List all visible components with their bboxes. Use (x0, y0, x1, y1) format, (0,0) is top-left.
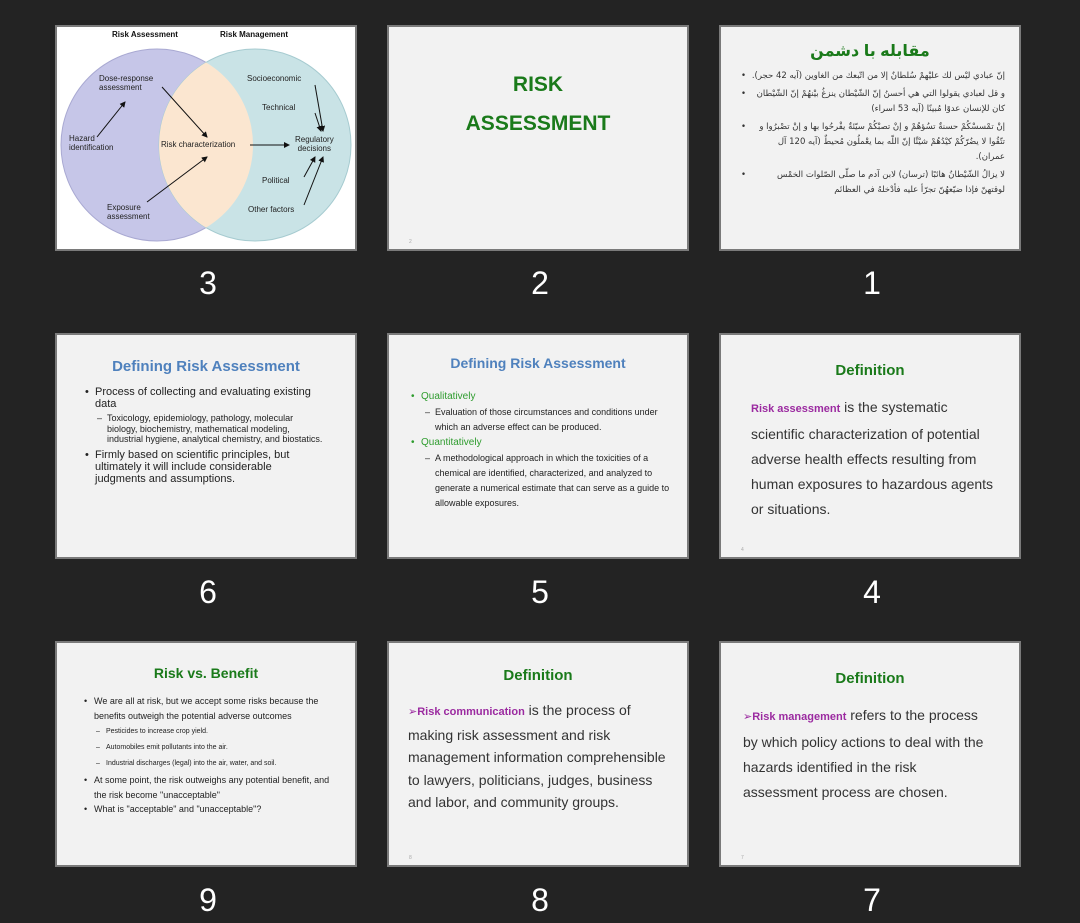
slide-page-number: 2 (409, 239, 412, 245)
slide-number: 5 (531, 574, 549, 610)
list-item: • Firmly based on scientific principles, but ultimately it will include considerable judgments and assumptions. (95, 449, 325, 485)
definition-text: ➢Risk management refers to the process by which policy actions to deal with the hazards identified in the risk assessment process are chosen. (743, 707, 984, 800)
list-item: • We are all at risk, but we accept some risks because the benefits outweigh the potential adverse outcomes (94, 694, 335, 723)
venn-risk-characterization-label: Risk characterization (161, 140, 236, 149)
definition-text: Risk assessment is the systematic scientific characterization of potential adverse health effects resulting from human exposures to hazardous agents or situations. (751, 399, 994, 517)
list-item: – Pesticides to increase crop yield. (106, 724, 335, 740)
venn-hazard-label: Hazard identification (69, 134, 114, 152)
slide-title: Definition (503, 667, 573, 684)
slide-page-number: 8 (409, 855, 412, 861)
list-item: – Industrial discharges (legal) into the air, water, and soil. (106, 756, 335, 772)
slide-page-number: 7 (741, 855, 744, 861)
list-item: • Quantitatively (421, 437, 673, 449)
slide-number: 9 (199, 882, 217, 918)
slide-number: 2 (531, 265, 549, 301)
definition-term: Risk management (752, 711, 847, 723)
venn-risk-assessment-label: Risk Assessment (112, 30, 178, 39)
slide-thumbnail-1[interactable] (719, 25, 1021, 251)
slide-thumbnail-5[interactable] (387, 333, 689, 559)
list-item: – A methodological approach in which the toxicities of a chemical are identified, characterized, and analyzed to generate a numerical estimate that can serve as a guide to allowable exposures. (435, 451, 673, 511)
slide-number: 6 (199, 574, 217, 610)
venn-exposure-label: Exposure assessment (107, 203, 150, 221)
slide-number: 4 (863, 574, 881, 610)
list-item: • إنّ عبادي ليْس لك عليْهمْ سُلطانٌ إلا من اتّبعك من الغاوين (آيه 42 حجر). (751, 69, 1005, 84)
slide-body (94, 694, 335, 817)
list-item: – Evaluation of those circumstances and conditions under which an adverse effect can be produced. (435, 405, 673, 435)
definition-text: ➢Risk communication is the process of making risk assessment and risk management information comprehensible to lawyers, politicians, judges, business and labor, and community groups. (408, 702, 666, 810)
slide-page-number: 4 (741, 547, 744, 553)
slide-title-line1: RISK (512, 73, 564, 96)
slide-thumbnail-9[interactable] (55, 641, 357, 867)
slide-thumbnail-3[interactable] (55, 25, 357, 251)
slide-thumbnail-6[interactable] (55, 333, 357, 559)
list-item: – Toxicology, epidemiology, pathology, molecular biology, biochemistry, mathematical modeling, industrial hygiene, analytical chemistry, and biostatics. (107, 413, 325, 445)
list-item: • Qualitatively (421, 391, 673, 403)
list-item: • لا يزالُ الشّيْطانُ هائبًا (ترسان) لابن آدم ما صلّى الصّلوات الخمْس لوقتهنّ فإذا ضيّعهُنّ تجرّأ عليه فأدْخلهُ في العظائم (751, 168, 1005, 198)
slide-thumbnail-2[interactable] (387, 25, 689, 251)
list-item: • At some point, the risk outweighs any potential benefit, and the risk become "unacceptable" (94, 773, 335, 802)
slide-title: Definition (835, 362, 905, 379)
slide-number: 8 (531, 882, 549, 918)
arrow-bullet-icon: ➢ (743, 711, 753, 723)
slide-title: Risk vs. Benefit (153, 665, 259, 681)
slide-title-line2: ASSESSMENT (465, 112, 611, 135)
slide-title: Defining Risk Assessment (112, 358, 300, 375)
slide-number: 1 (863, 265, 881, 301)
list-item: • و قل لعبادي يقولوا التي هي أحسنُ إنّ الشّيْطان ينزغُ بيْنهُمْ إنّ الشّيْطان كان للإنسان عدوًا مُبينًا (آيه 53 اسراء) (751, 87, 1005, 117)
slide-title: مقابله با دشمن (810, 43, 930, 60)
venn-dose-response-label: Dose-response assessment (99, 74, 154, 92)
venn-political-label: Political (262, 176, 290, 185)
venn-risk-management-label: Risk Management (220, 30, 289, 39)
definition-term: Risk assessment (751, 403, 841, 415)
slide-thumbnail-7[interactable] (719, 641, 1021, 867)
slide-number: 7 (863, 882, 881, 918)
venn-technical-label: Technical (262, 103, 296, 112)
slide-number: 3 (199, 265, 217, 301)
slide-title: Defining Risk Assessment (450, 355, 626, 371)
slide-title: Definition (835, 670, 905, 687)
venn-other-factors-label: Other factors (248, 205, 295, 214)
venn-socioeconomic-label: Socioeconomic (247, 74, 302, 83)
list-item: – Automobiles emit pollutants into the air. (106, 740, 335, 756)
list-item: • What is "acceptable" and "unacceptable"? (94, 802, 335, 817)
slide-thumbnail-8[interactable] (387, 641, 689, 867)
slide-thumbnail-4[interactable] (719, 333, 1021, 559)
list-item: • Process of collecting and evaluating existing data (95, 386, 325, 410)
list-item: • إنْ تمْسسْكُمْ حسنةٌ تسُؤهُمْ و إنْ تصبْكُمْ سيّئةٌ يفْرحُوا بها و إنْ تصْبرُوا و تتّقُوا لا يضُرّكُمْ كيْدُهُمْ شيْئًا إنّ اللّه بما يعْملُون مُحيطٌ (آيه 120 آل عمران). (751, 120, 1005, 165)
definition-term: Risk communication (417, 706, 525, 718)
arabic-bullet-list (751, 69, 1005, 198)
slide-body (421, 391, 673, 511)
arrow-bullet-icon: ➢ (408, 706, 418, 718)
venn-regulatory-label: Regulatory decisions (295, 135, 334, 153)
slide-body (95, 386, 325, 485)
